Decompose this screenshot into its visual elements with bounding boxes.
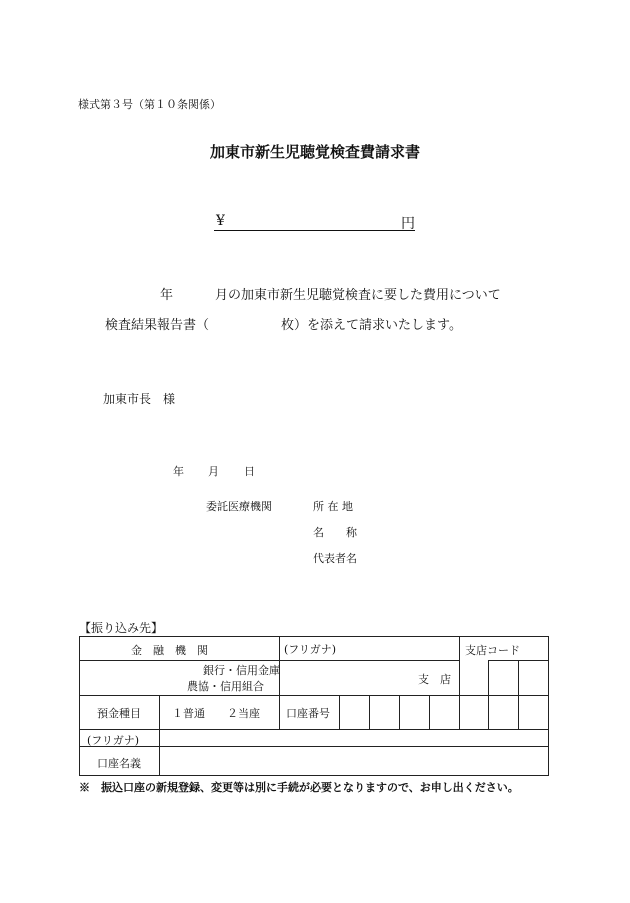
date-month: 月 bbox=[208, 465, 219, 478]
org-label: 委託医療機関 bbox=[206, 500, 272, 513]
branch-label: 支 店 bbox=[418, 673, 451, 686]
address-label: 所 在 地 bbox=[313, 500, 353, 513]
bank-table-heading: 【振り込み先】 bbox=[79, 621, 164, 635]
body-line-1-text: 月の加東市新生児聴覚検査に要した費用について bbox=[215, 288, 501, 303]
date-year: 年 bbox=[173, 465, 184, 478]
addressee: 加東市長 様 bbox=[103, 392, 176, 406]
footnote: ※ 振込口座の新規登録、変更等は別に手続が必要となりますので、お申し出ください。 bbox=[79, 781, 519, 794]
deposit-type-options[interactable]: １普通 ２当座 bbox=[172, 707, 260, 720]
representative-label: 代表者名 bbox=[313, 552, 357, 565]
date-day: 日 bbox=[244, 465, 255, 478]
branch-code-label: 支店コード bbox=[465, 644, 520, 657]
furigana-label-top: (フリガナ) bbox=[284, 643, 337, 656]
report-suffix: 枚）を添えて請求いたします。 bbox=[281, 318, 462, 333]
branch-name-field[interactable] bbox=[280, 661, 458, 694]
name-label: 名 称 bbox=[313, 526, 357, 539]
body-year-label: 年 bbox=[160, 288, 174, 303]
bank-transfer-table bbox=[79, 636, 549, 776]
account-holder-furigana-field[interactable] bbox=[160, 730, 548, 745]
col-divider bbox=[279, 695, 280, 729]
account-number-label: 口座番号 bbox=[286, 707, 330, 720]
yen-symbol: ¥ bbox=[216, 213, 225, 229]
bank-types-line-1: 銀行・信用金庫 bbox=[203, 664, 280, 677]
report-prefix: 検査結果報告書（ bbox=[105, 318, 210, 333]
bank-name-field[interactable] bbox=[80, 661, 278, 694]
account-number-field[interactable] bbox=[340, 696, 548, 728]
document-title: 加東市新生児聴覚検査費請求書 bbox=[209, 143, 420, 161]
account-holder-label: 口座名義 bbox=[97, 757, 141, 770]
bank-types-line-2: 農協・信用組合 bbox=[187, 680, 264, 693]
financial-institution-label: 金 融 機 関 bbox=[131, 644, 208, 657]
form-number: 様式第３号（第１０条関係） bbox=[78, 98, 221, 111]
deposit-type-label: 預金種目 bbox=[97, 707, 141, 720]
account-holder-field[interactable] bbox=[160, 747, 548, 775]
furigana-label-bottom: (フリガナ) bbox=[87, 734, 140, 747]
yen-unit: 円 bbox=[401, 216, 415, 232]
amount-field[interactable] bbox=[214, 230, 415, 231]
branch-code-field[interactable] bbox=[459, 661, 548, 694]
